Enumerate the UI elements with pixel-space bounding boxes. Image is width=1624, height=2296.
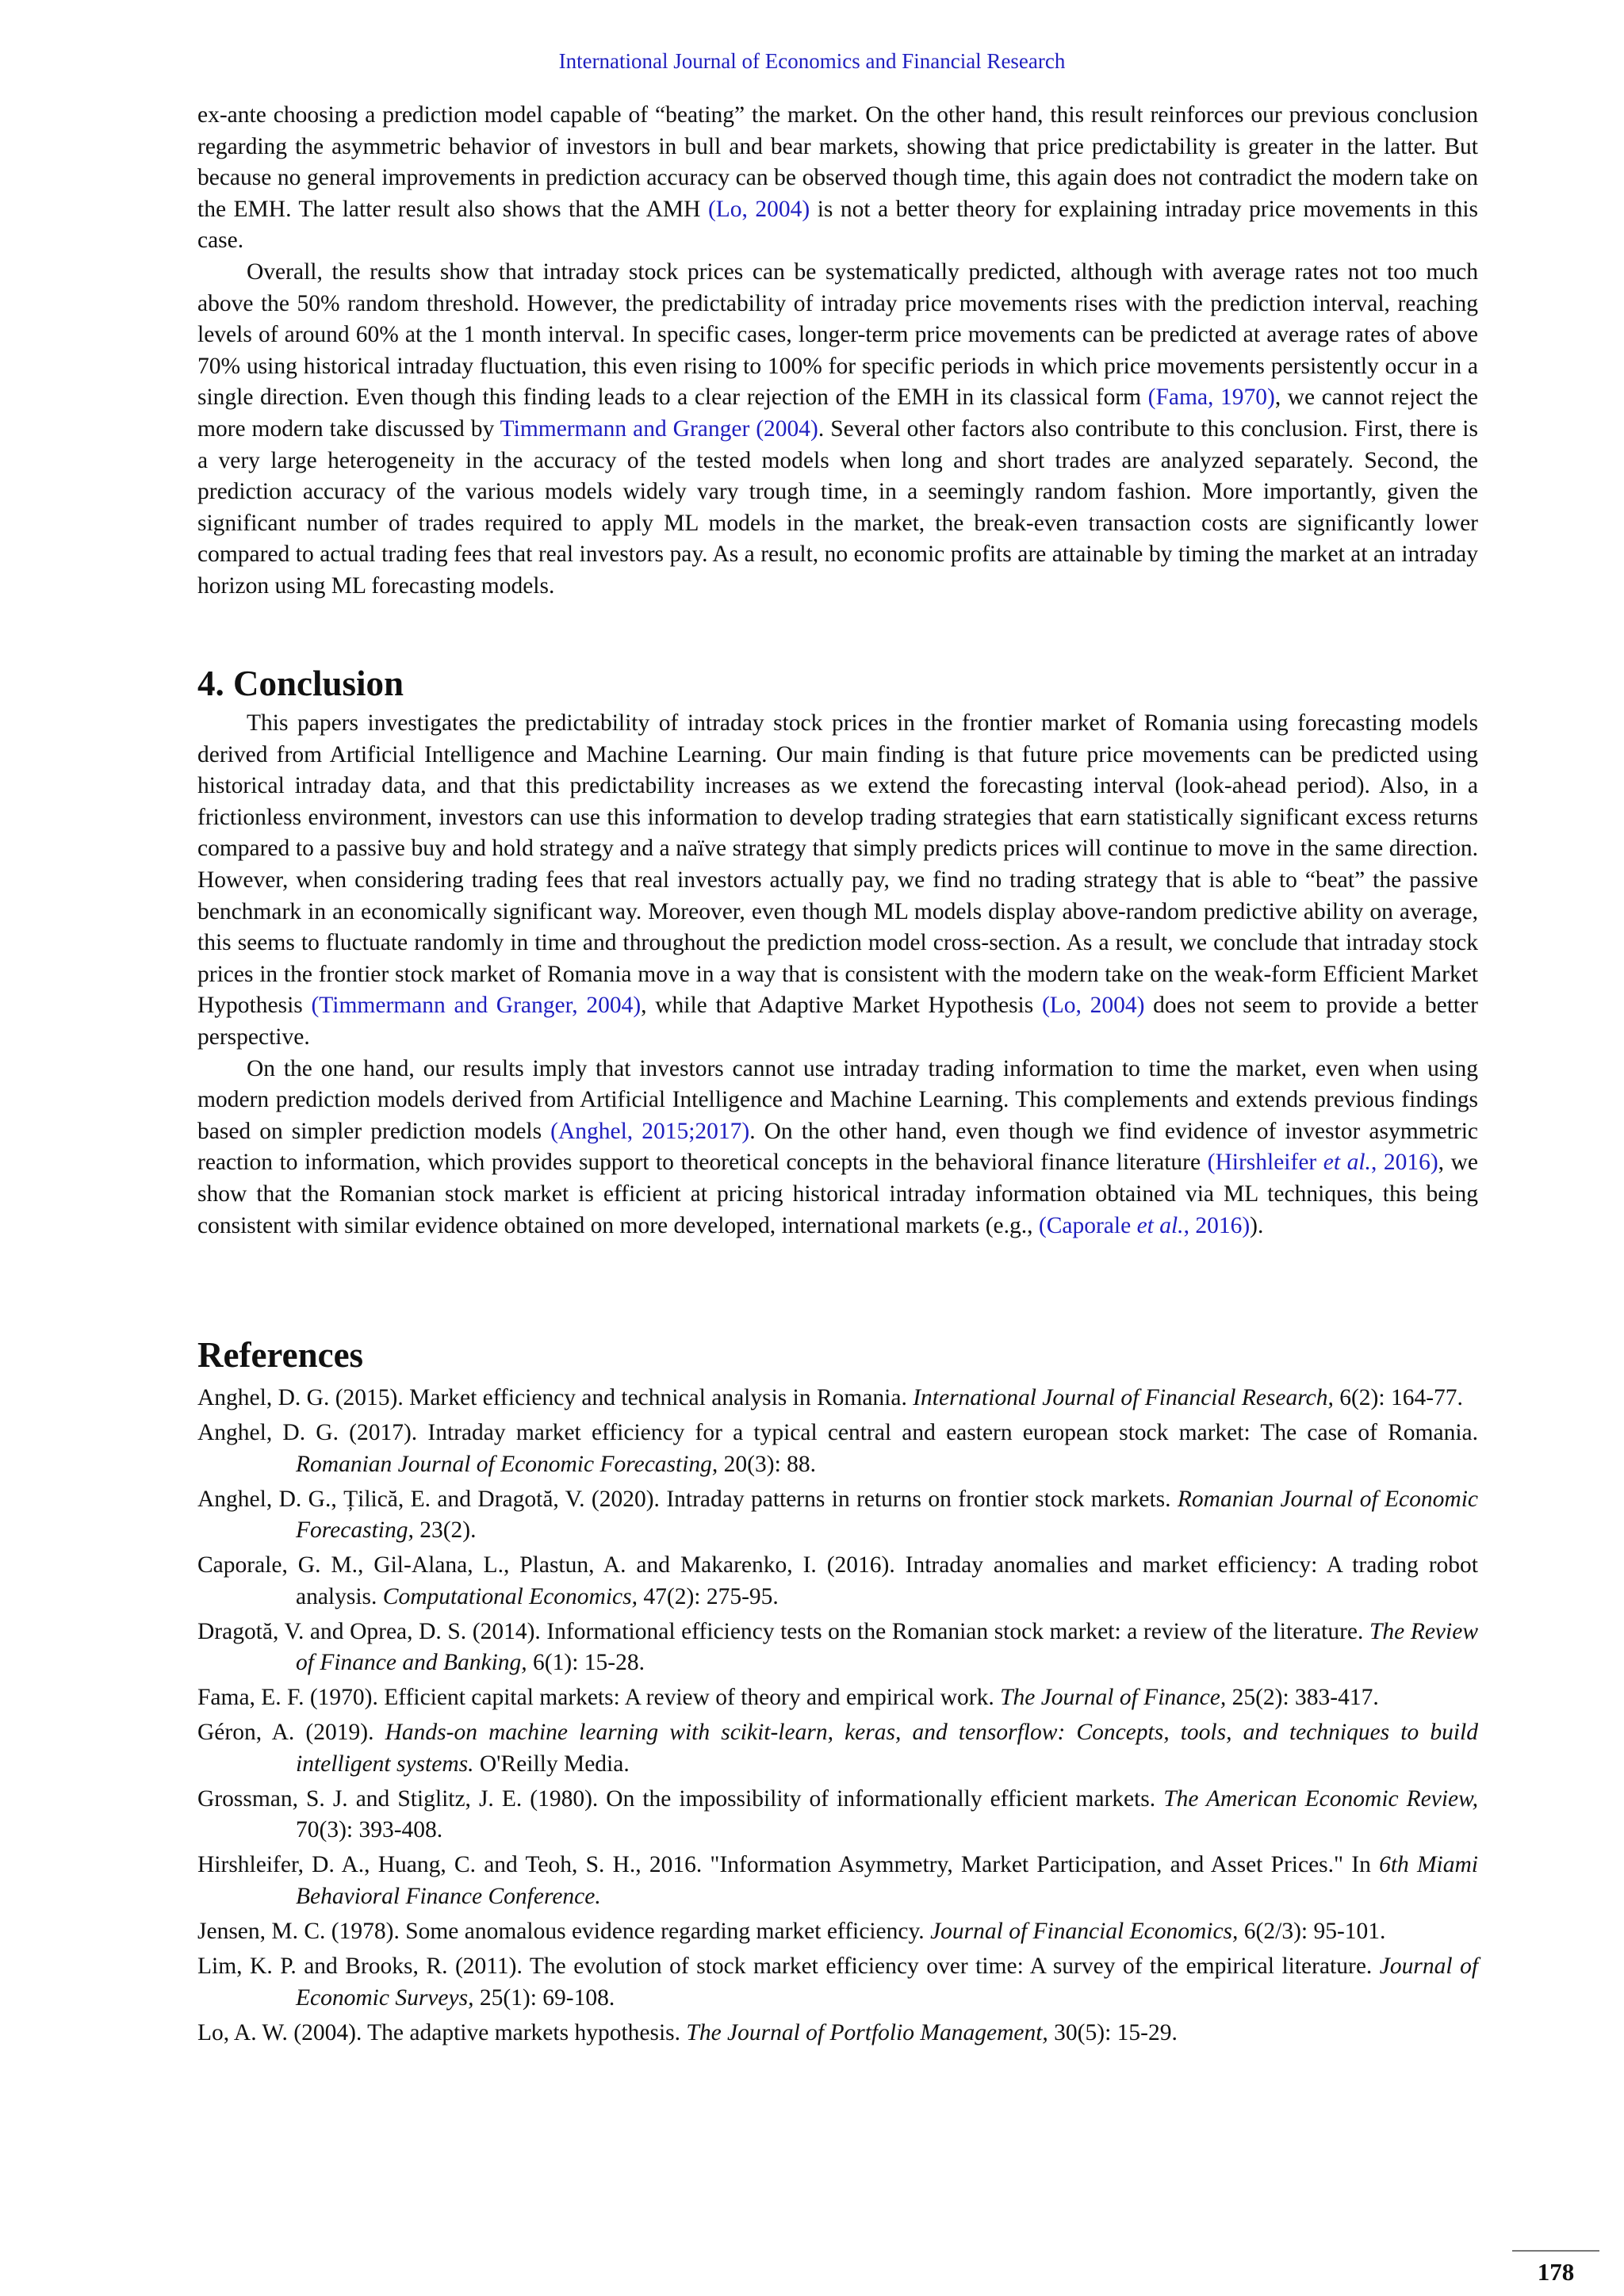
citation-link[interactable]: (Caporale et al., 2016) [1038,1212,1251,1238]
citation-link[interactable]: (Lo, 2004) [1041,993,1145,1019]
journal-header: International Journal of Economics and Financial Research [558,49,1066,73]
conclusion-text [197,708,1478,1242]
discussion-paragraph-2: Overall, the results show that intraday stock prices can be systematically predicted, although with average rates not too much above the 50% random threshold. However, the predictability of intraday price movements rises with the prediction interval, reaching levels of around 60% at the 1 month interval. In specific cases, longer-term price movements can be predicted at average rates of above 70% using historical intraday fluctuation, this even rising to 100% for specific periods in which price movements persistently occur in a single direction. Even though this finding leads to a clear rejection of the EMH in its classical form (Fama, 1970), we cannot reject the more modern take discussed by Timmermann and Granger (2004). Several other factors also contribute to this conclusion. First, there is a very large heterogeneity in the accuracy of the tested models when long and short trades are analyzed separately. Second, the prediction accuracy of the various models widely vary trough time, in a seemingly random fashion. More importantly, given the significant number of trades required to apply ML models in the market, the break-even transaction costs are significantly lower compared to actual trading fees that real investors pay. As a result, no economic profits are attainable by timing the market at an intraday horizon using ML forecasting models. [197,258,1479,599]
citation-link[interactable]: (Timmermann and Granger, 2004) [311,993,642,1019]
page-number: 178 [1537,2258,1575,2286]
reference-item: Anghel, D. G., Țilică, E. and Dragotă, V. (2020). Intraday patterns in returns on frontier stock markets. Romanian Journal of Economic Forecasting, 23(2). [197,1486,1478,1544]
reference-item: Dragotă, V. and Oprea, D. S. (2014). Informational efficiency tests on the Romanian stock market: a review of the literature. The Review of Finance and Banking, 6(1): 15-28. [197,1618,1478,1676]
reference-item: Caporale, G. M., Gil-Alana, L., Plastun, A. and Makarenko, I. (2016). Intraday anomalies and market efficiency: A trading robot analysis. Computational Economics, 47(2): 275-95. [197,1552,1478,1609]
citation-link[interactable]: (Lo, 2004) [707,196,810,222]
citation-link[interactable]: Timmermann and Granger (2004) [500,415,818,442]
reference-item: Lim, K. P. and Brooks, R. (2011). The evolution of stock market efficiency over time: A survey of the empirical literature. Journal of Economic Surveys, 25(1): 69-108. [197,1954,1479,2011]
reference-item: Hirshleifer, D. A., Huang, C. and Teoh, S. H., 2016. "Information Asymmetry, Market Participation, and Asset Prices." In 6th Miami Behavioral Finance Conference. [197,1852,1479,1910]
citation-link[interactable]: (Anghel, 2015;2017) [550,1118,750,1144]
reference-item: Fama, E. F. (1970). Efficient capital markets: A review of theory and empirical work. The Journal of Finance, 25(2): 383-417. [197,1685,1379,1711]
discussion-paragraph-1: ex-ante choosing a prediction model capable of “beating” the market. On the other hand, this result reinforces our previous conclusion regarding the asymmetric behavior of investors in bull and bear markets, showing that price predictability is greater in the latter. But because no general improvements in prediction accuracy can be observed though time, this again does not contradict the modern take on the EMH. The latter result also shows that the AMH (Lo, 2004) is not a better theory for explaining intraday price movements in this case. [197,102,1479,254]
discussion-text [197,100,1478,603]
reference-item: Grossman, S. J. and Stiglitz, J. E. (1980). On the impossibility of informationally efficient markets. The American Economic Review, 70(3): 393-408. [197,1785,1478,1843]
conclusion-heading: 4. Conclusion [197,664,404,703]
page-number-rule [1512,2250,1599,2252]
conclusion-paragraph-2: On the one hand, our results imply that investors cannot use intraday trading information to time the market, even when using modern prediction models derived from Artificial Intelligence and Machine Learning. This complements and extends previous findings based on simpler prediction models (Anghel, 2015;2017). On the other hand, even though we find evidence of investor asymmetric reaction to information, which provides support to theoretical concepts in the behavioral finance literature (Hirshleifer et al., 2016), we show that the Romanian stock market is efficient at pricing historical intraday information obtained via ML techniques, this being consistent with similar evidence obtained on more developed, international markets (e.g., (Caporale et al., 2016)). [197,1055,1478,1238]
reference-item: Anghel, D. G. (2017). Intraday market efficiency for a typical central and eastern european stock market: The case of Romania. Romanian Journal of Economic Forecasting, 20(3): 88. [197,1419,1478,1477]
references-heading: References [197,1335,364,1375]
reference-item: Lo, A. W. (2004). The adaptive markets hypothesis. The Journal of Portfolio Management, 30(5): 15-29. [197,2019,1178,2045]
citation-link[interactable]: (Fama, 1970) [1147,385,1275,411]
conclusion-paragraph-1: This papers investigates the predictability of intraday stock prices in the frontier market of Romania using forecasting models derived from Artificial Intelligence and Machine Learning. Our main finding is that future price movements can be predicted using historical intraday data, and that this predictability increases as we extend the forecasting interval (look-ahead period). Also, in a frictionless environment, investors can use this information to develop trading strategies that earn statistically significant excess returns compared to a passive buy and hold strategy and a naïve strategy that simply predicts prices will continue to move in the same direction. However, when considering trading fees that real investors actually pay, we find no trading strategy that is able to “beat” the passive benchmark in an economically significant way. Moreover, even though ML models display above-random predictive ability on average, this seems to fluctuate randomly in time and throughout the prediction model cross-section. As a result, we conclude that intraday stock prices in the frontier stock market of Romania move in a way that is consistent with the modern take on the weak-form Efficient Market Hypothesis (Timmermann and Granger, 2004), while that Adaptive Market Hypothesis (Lo, 2004) does not seem to provide a better perspective. [197,710,1479,1050]
reference-item: Anghel, D. G. (2015). Market efficiency and technical analysis in Romania. International Journal of Financial Research, 6(2): 164-77. [197,1385,1463,1410]
reference-item: Jensen, M. C. (1978). Some anomalous evidence regarding market efficiency. Journal of Financial Economics, 6(2/3): 95-101. [197,1919,1386,1945]
citation-link[interactable]: (Hirshleifer et al., 2016) [1207,1150,1438,1176]
reference-item: Géron, A. (2019). Hands-on machine learning with scikit-learn, keras, and tensorflow: Concepts, tools, and techniques to build intelligent systems. O'Reilly Media. [197,1720,1479,1777]
reference-list [197,1383,1478,2053]
